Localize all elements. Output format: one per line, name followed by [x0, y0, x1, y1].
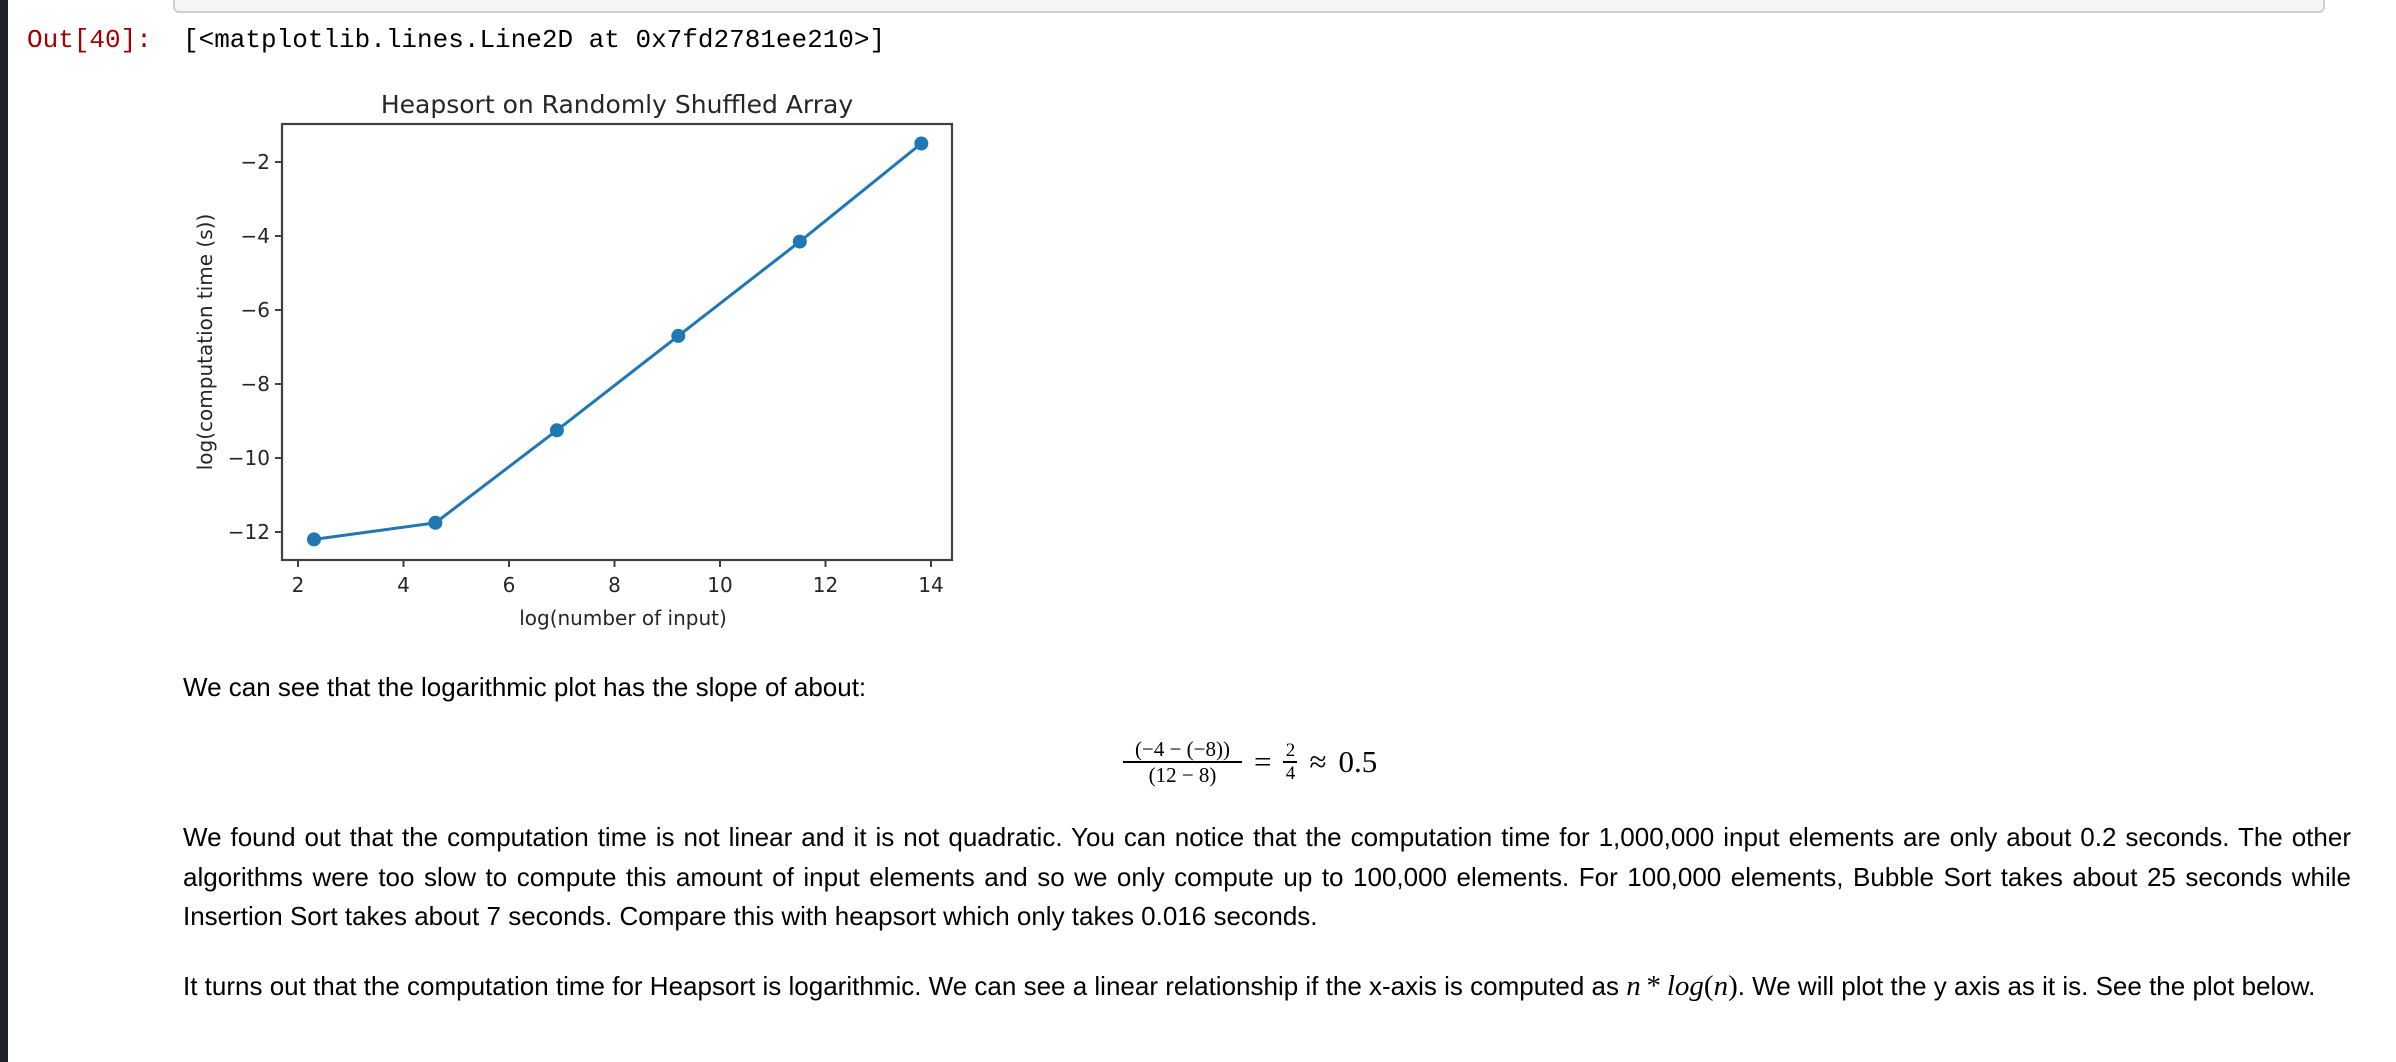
- simplified-denominator: 4: [1285, 763, 1296, 784]
- math-log: log: [1666, 970, 1704, 1002]
- x-tick-label: 4: [397, 573, 410, 597]
- slope-equation: [1123, 732, 1377, 792]
- math-n: n: [1713, 970, 1729, 1002]
- plot-series: [307, 137, 928, 547]
- data-point-marker: [428, 516, 442, 530]
- math-close-paren: ): [1728, 970, 1738, 1002]
- slope-numerator: (−4 − (−8)): [1134, 737, 1230, 761]
- chart-title: Heapsort on Randomly Shuffled Array: [380, 90, 854, 119]
- x-tick-label: 10: [707, 573, 733, 597]
- markdown-paragraph-slope: We can see that the logarithmic plot has the slope of about:: [183, 672, 867, 702]
- data-point-marker: [307, 532, 321, 546]
- x-tick-label: 2: [291, 573, 305, 597]
- simplified-numerator: 2: [1285, 740, 1296, 761]
- data-point-marker: [914, 137, 928, 151]
- nlogn-text-before: It turns out that the computation time for Heapsort is logarithmic. We can see a linear relationship if the x-axis is computed as: [183, 971, 1627, 1001]
- data-point-marker: [671, 329, 685, 343]
- math-open-paren: (: [1703, 970, 1714, 1002]
- x-tick-label: 8: [608, 573, 621, 597]
- approx-sign: ≈: [1309, 744, 1327, 779]
- series-line: [314, 144, 921, 540]
- x-axis-ticks: [292, 560, 944, 597]
- slope-fraction: [1123, 737, 1242, 787]
- slope-denominator: (12 − 8): [1148, 763, 1217, 787]
- output-repr: [<matplotlib.lines.Line2D at 0x7fd2781ee210>]: [183, 25, 886, 55]
- simplified-fraction: [1283, 740, 1297, 784]
- y-tick-label: −12: [227, 520, 270, 544]
- x-tick-label: 14: [918, 573, 944, 597]
- markdown-paragraph-nlogn: [183, 967, 2351, 1007]
- markdown-paragraph-findings: We found out that the computation time is not linear and it is not quadratic. You can notice that the computation time for 1,000,000 input elements are only about 0.2 seconds. The other algorithms were too slow to compute this amount of input elements and so we only compute up to 100,000 elements. For 100,000 elements, Bubble Sort takes about 25 seconds while Insertion Sort takes about 7 seconds. Compare this with heapsort which only takes 0.016 seconds.: [183, 822, 2351, 931]
- output-prompt: Out[40]:: [27, 25, 152, 55]
- data-point-marker: [793, 235, 807, 249]
- y-tick-label: −10: [227, 446, 270, 470]
- y-tick-label: −8: [240, 372, 270, 396]
- y-axis-ticks: [228, 150, 282, 544]
- math-star: *: [1640, 970, 1667, 1002]
- y-tick-label: −4: [240, 224, 270, 248]
- heapsort-line-chart: [0, 0, 1000, 640]
- x-axis-label: log(number of input): [519, 606, 727, 630]
- equals-sign: =: [1254, 744, 1272, 779]
- nlogn-text-after: . We will plot the y axis as it is. See the plot below.: [1737, 971, 2316, 1001]
- x-tick-label: 6: [502, 573, 516, 597]
- data-point-marker: [550, 423, 564, 437]
- axes-frame: [282, 124, 952, 560]
- slope-result: 0.5: [1338, 744, 1378, 779]
- math-n: n: [1626, 970, 1641, 1002]
- y-tick-label: −2: [240, 150, 270, 174]
- y-axis-label: log(computation time (s)): [193, 213, 217, 471]
- y-tick-label: −6: [240, 298, 270, 322]
- x-tick-label: 12: [812, 573, 839, 597]
